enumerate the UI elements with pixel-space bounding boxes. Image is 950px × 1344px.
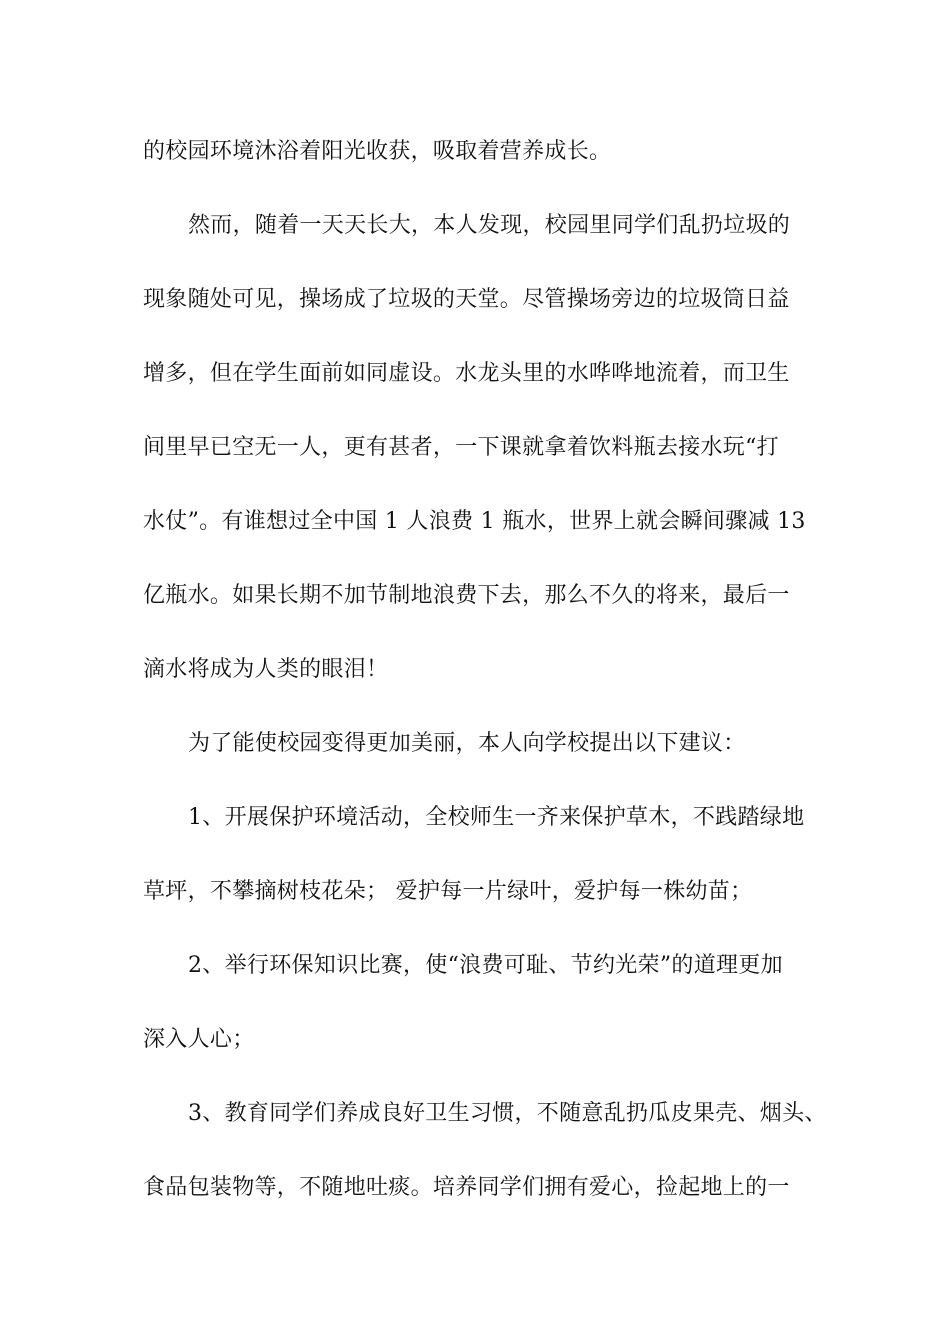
text-line: 亿瓶水。如果长期不加节制地浪费下去，那么不久的将来，最后一 bbox=[143, 583, 790, 608]
paragraph-first-line: 然而，随着一天天长大，本人发现，校园里同学们乱扔垃圾的 bbox=[188, 213, 791, 238]
list-item-3-line: 3、教育同学们养成良好卫生习惯，不随意乱扔瓜皮果壳、烟头、 bbox=[188, 1101, 827, 1126]
text-line: 草坪，不攀摘树枝花朵； 爱护每一片绿叶，爱护每一株幼苗； bbox=[143, 879, 753, 904]
text-line: 滴水将成为人类的眼泪！ bbox=[143, 657, 389, 682]
text-line: 现象随处可见，操场成了垃圾的天堂。尽管操场旁边的垃圾筒日益 bbox=[143, 287, 790, 312]
text-line: 增多，但在学生面前如同虚设。水龙头里的水哗哗地流着，而卫生 bbox=[143, 361, 790, 386]
list-item-2-line: 2、举行环保知识比赛，使“浪费可耻、节约光荣”的道理更加 bbox=[188, 953, 783, 978]
text-line: 间里早已空无一人，更有甚者，一下课就拿着饮料瓶去接水玩“打 bbox=[143, 435, 779, 460]
text-line: 深入人心； bbox=[143, 1027, 255, 1052]
paragraph-first-line: 为了能使校园变得更加美丽，本人向学校提出以下建议： bbox=[188, 731, 746, 756]
list-item-1-line: 1、开展保护环境活动，全校师生一齐来保护草木，不践踏绿地 bbox=[188, 805, 805, 830]
text-line: 食品包装物等，不随地吐痰。培养同学们拥有爱心，捡起地上的一 bbox=[143, 1175, 790, 1200]
text-line: 的校园环境沐浴着阳光收获，吸取着营养成长。 bbox=[143, 139, 612, 164]
text-line: 水仗”。有谁想过全中国 1 人浪费 1 瓶水，世界上就会瞬间骤减 13 bbox=[143, 509, 806, 534]
